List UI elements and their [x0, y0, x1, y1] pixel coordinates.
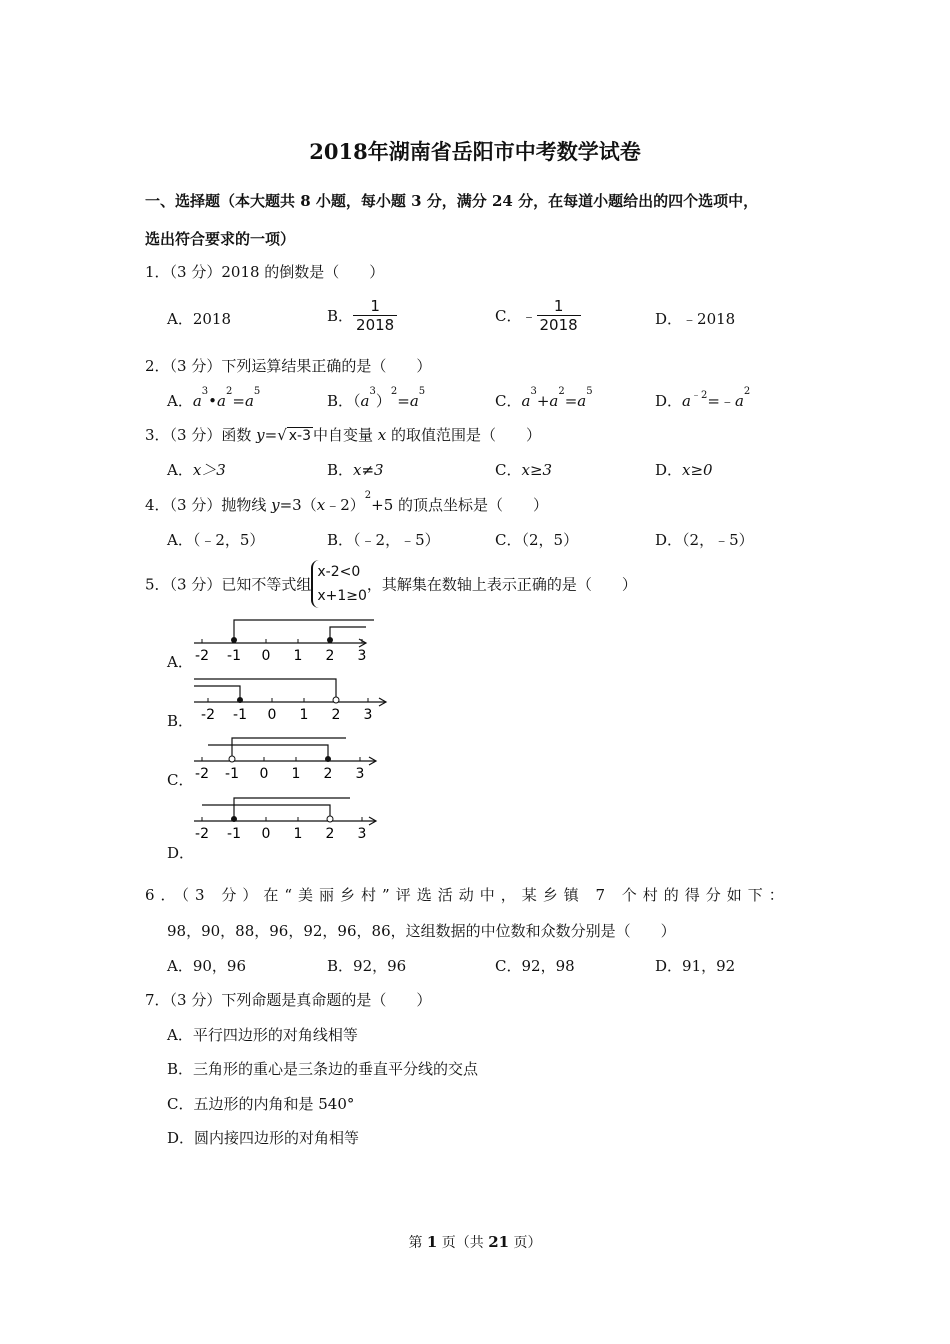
q2-option-a: A．$a^3•a^2=a^5$	[167, 386, 261, 410]
tick-label: -2	[195, 826, 209, 841]
section-heading-line1: 一、选择题（本大题共 8 小题，每小题 3 分，满分 24 分，在每道小题给出的四个选项中，	[145, 192, 759, 210]
tick-label: 1	[293, 648, 303, 663]
number-line-d	[194, 793, 394, 841]
q6-option-a: A．90，96	[167, 957, 247, 975]
q7-option-b: B．三角形的重心是三条边的垂直平分线的交点	[167, 1060, 479, 1078]
question-1-stem: 1．（3 分）2018 的倒数是（ ）	[145, 263, 385, 281]
tick-label: -2	[195, 766, 209, 781]
q3-option-b: B．x≠3	[327, 461, 384, 479]
tick-label: 0	[261, 648, 271, 663]
q4-option-b: B．（﹣2，﹣5）	[327, 531, 440, 549]
fraction: $\frac{1}{2018}$	[537, 297, 581, 334]
tick-label: 0	[259, 766, 269, 781]
q3-option-d: D．x≥0	[655, 461, 713, 479]
question-7-stem: 7．（3 分）下列命题是真命题的是（ ）	[145, 991, 432, 1009]
tick-label: 0	[261, 826, 271, 841]
page-number: 1	[426, 1233, 438, 1251]
tick-label: 2	[331, 707, 341, 722]
q7-option-d: D．圆内接四边形的对角相等	[167, 1129, 360, 1147]
section-heading-line2: 选出符合要求的一项）	[145, 230, 296, 248]
q7-option-a: A．平行四边形的对角线相等	[167, 1026, 358, 1044]
tick-label: 1	[291, 766, 301, 781]
q4-option-d: D．（2，﹣5）	[655, 531, 754, 549]
q2-option-d: D．$a^{﹣2}=﹣a^2$	[655, 386, 751, 410]
q6-option-c: C．92，98	[495, 957, 575, 975]
q5-option-d-label: D．	[167, 844, 195, 862]
question-4-stem: 4．（3 分）抛物线 y=3（x﹣2）$^2$+5 的顶点坐标是（ ）	[145, 490, 549, 514]
q4-option-a: A．（﹣2，5）	[167, 531, 265, 549]
q1-option-c: C．﹣ $\frac{1}{2018}$	[495, 297, 581, 334]
tick-label: -1	[225, 766, 239, 781]
tick-label: 2	[323, 766, 333, 781]
tick-label: 1	[293, 826, 303, 841]
page-footer: 第 1 页（共 21 页）	[408, 1233, 542, 1251]
number-line-b	[194, 674, 394, 722]
q1-option-a: A．2018	[167, 310, 232, 328]
tick-label: 3	[357, 826, 367, 841]
q6-option-d: D．91，92	[655, 957, 736, 975]
tick-label: 2	[325, 826, 335, 841]
q2-option-b: B．$(a^3)^2=a^5$	[327, 386, 426, 410]
tick-label: -1	[227, 648, 241, 663]
tick-label: 2	[325, 648, 335, 663]
q1-option-b: B． $\frac{1}{2018}$	[327, 297, 397, 334]
question-6-stem-line2: 98，90，88，96，92，96，86，这组数据的中位数和众数分别是（ ）	[167, 922, 676, 940]
q7-option-c: C．五边形的内角和是 540°	[167, 1095, 355, 1113]
fraction: $\frac{1}{2018}$	[353, 297, 397, 334]
q5-option-a-label: A．	[167, 653, 193, 671]
tick-label: 3	[355, 766, 365, 781]
q5-option-b-label: B．	[167, 712, 194, 730]
tick-label: 3	[357, 648, 367, 663]
question-3-stem: 3．（3 分）函数 y=√ x-3 中自变量 x 的取值范围是（ ）	[145, 426, 542, 444]
tick-label: -2	[195, 648, 209, 663]
tick-label: 1	[299, 707, 309, 722]
inequality-system: x-2<0 x+1≥0	[311, 560, 367, 608]
question-6-stem-line1: 6．（3 分）在“美丽乡村”评选活动中，某乡镇 7 个村的得分如下：	[145, 886, 790, 904]
q6-option-b: B．92，96	[327, 957, 407, 975]
q5-option-c-label: C．	[167, 771, 194, 789]
question-2-stem: 2．（3 分）下列运算结果正确的是（ ）	[145, 357, 432, 375]
tick-label: -1	[227, 826, 241, 841]
square-root: √ x-3	[277, 426, 311, 444]
q4-option-c: C．（2，5）	[495, 531, 579, 549]
tick-label: 0	[267, 707, 277, 722]
q2-option-c: C．$a^3+a^2=a^5$	[495, 386, 593, 410]
tick-label: -2	[201, 707, 215, 722]
q3-option-a: A．x＞3	[167, 461, 226, 479]
question-5-stem: 5．（3 分）已知不等式组 x-2<0 x+1≥0 ，其解集在数轴上表示正确的是（ ）	[145, 560, 637, 608]
q3-option-c: C．x≥3	[495, 461, 553, 479]
page-title: 2018年湖南省岳阳市中考数学试卷	[309, 139, 641, 164]
number-line-c	[194, 733, 394, 781]
tick-label: 3	[363, 707, 373, 722]
total-pages: 21	[488, 1233, 510, 1251]
tick-label: -1	[233, 707, 247, 722]
number-line-a	[194, 615, 394, 663]
q1-option-d: D．﹣2018	[655, 310, 736, 328]
